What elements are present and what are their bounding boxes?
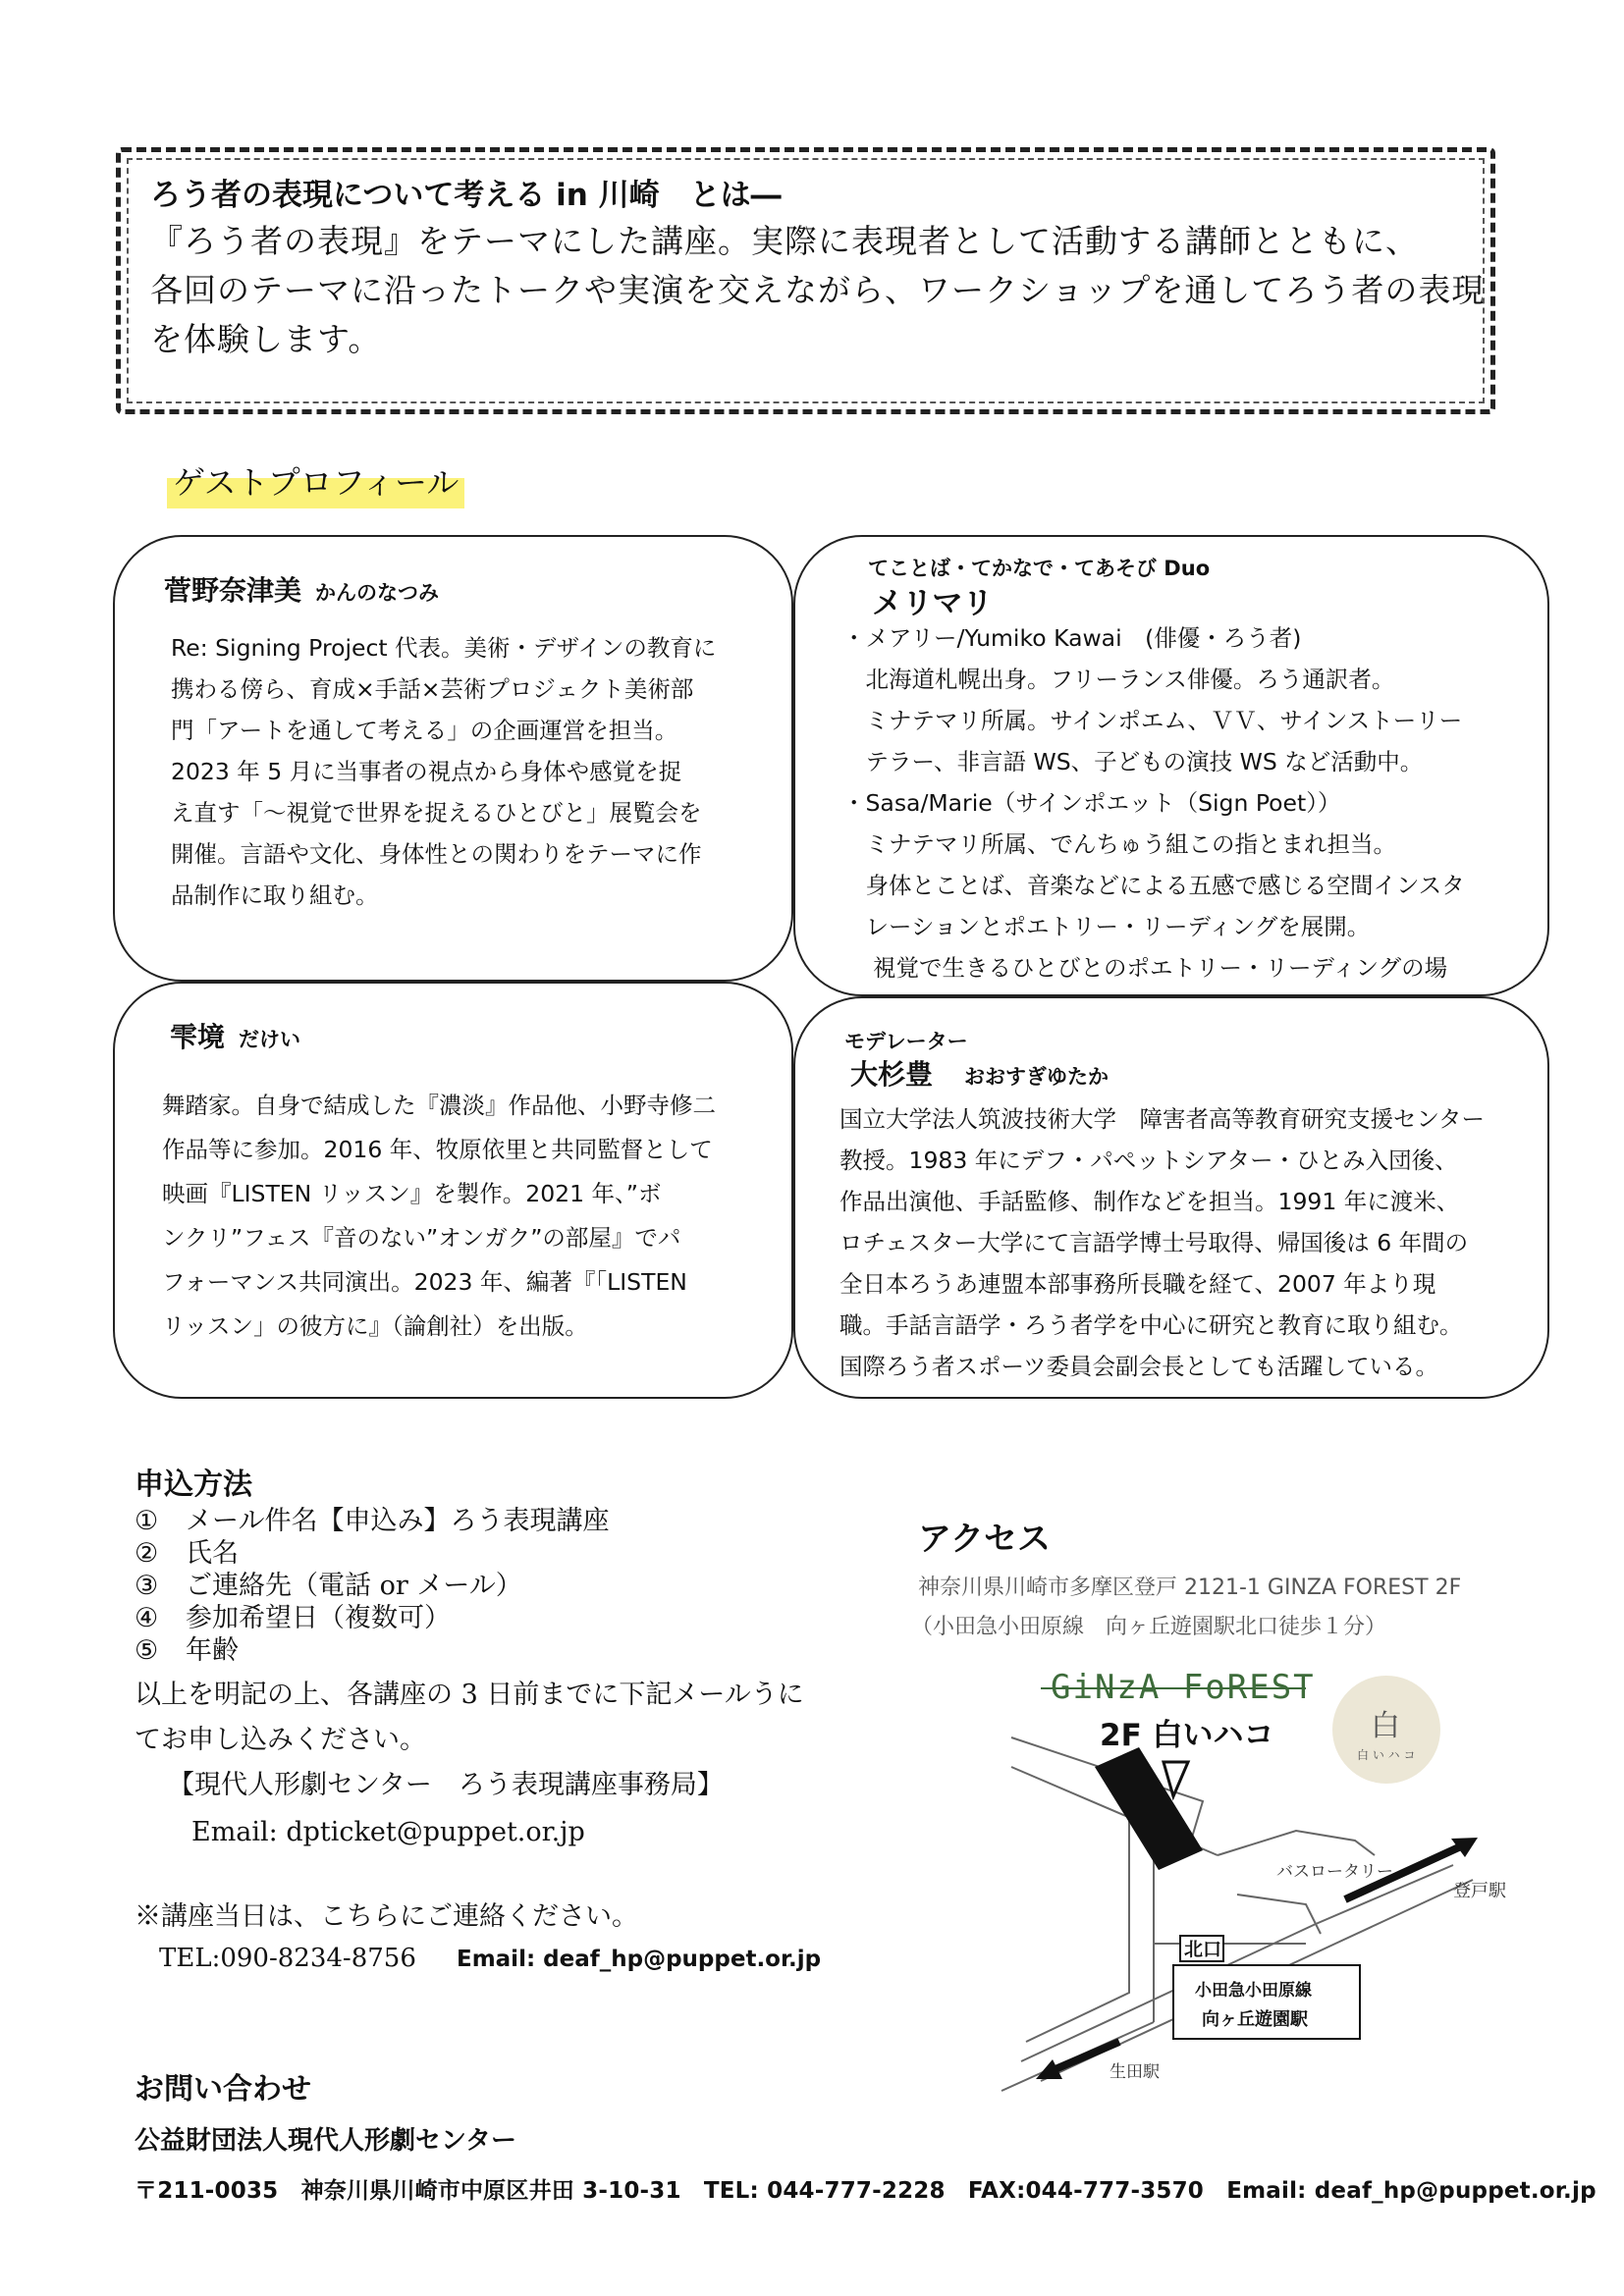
profile-line: ミナテマリ所属。サインポエム、ＶＶ、サインストーリー bbox=[842, 707, 1463, 734]
contact-heading: お問い合わせ bbox=[135, 2072, 311, 2107]
office-name: 【現代人形劇センター ろう表現講座事務局】 bbox=[168, 1770, 724, 1800]
profile-line: 2023 年 5 月に当事者の視点から身体や感覚を捉 bbox=[171, 758, 682, 785]
profile-line: 教授。1983 年にデフ・パペットシアター・ひとみ入団後、 bbox=[839, 1147, 1458, 1174]
profile-line: 舞踏家。自身で結成した『濃淡』作品他、小野寺修二 bbox=[162, 1092, 716, 1119]
north-exit-label: 北口 bbox=[1184, 1939, 1222, 1960]
profile-name-text: メリマリ bbox=[872, 586, 994, 621]
logo-char: 白 bbox=[1371, 1709, 1400, 1743]
item-text: 年齢 bbox=[186, 1635, 239, 1666]
profile-body bbox=[842, 617, 1465, 1030]
application-item bbox=[135, 1570, 881, 1602]
intro-title: ろう者の表現について考える in 川崎 とは― bbox=[150, 178, 782, 213]
profile-line: 国立大学法人筑波技術大学 障害者高等教育研究支援センター bbox=[839, 1105, 1486, 1133]
station-line-label: 小田急小田原線 bbox=[1195, 1981, 1312, 2001]
application-email[interactable]: Email: dpticket@puppet.or.jp bbox=[191, 1817, 585, 1847]
access-heading: アクセス bbox=[918, 1520, 1051, 1559]
profile-body bbox=[171, 627, 716, 916]
application-section bbox=[135, 1466, 881, 1973]
application-item bbox=[135, 1634, 881, 1667]
intro-line: を体験します。 bbox=[150, 320, 382, 358]
profile-reading: おおすぎゆたか bbox=[964, 1065, 1110, 1089]
profile-tagline: てことば・てかなで・てあそび Duo bbox=[868, 557, 1211, 580]
application-item bbox=[135, 1537, 881, 1570]
application-instructions: てお申し込みください。 bbox=[135, 1725, 426, 1755]
item-text: メール件名【申込み】ろう表現講座 bbox=[186, 1506, 610, 1536]
station-name-label: 向ヶ丘遊園駅 bbox=[1202, 2009, 1308, 2030]
access-note: （小田急小田原線 向ヶ丘遊園駅北口徒歩１分） bbox=[911, 1615, 1387, 1639]
item-text: 参加希望日（複数可） bbox=[186, 1603, 451, 1633]
profile-line: 作品等に参加。2016 年、牧原依里と共同監督として bbox=[162, 1136, 713, 1163]
same-day-note: ※講座当日は、こちらにご連絡ください。 bbox=[135, 1901, 638, 1932]
intro-line: 『ろう者の表現』をテーマにした講座。実際に表現者として活動する講師とともに、 bbox=[150, 222, 1419, 260]
item-number: ③ bbox=[135, 1571, 159, 1601]
contact-organization: 公益財団法人現代人形劇センター bbox=[135, 2126, 516, 2156]
noborito-label: 登戸駅 bbox=[1453, 1881, 1506, 1901]
profile-line: フォーマンス共同演出。2023 年、編著『「LISTEN bbox=[162, 1268, 687, 1296]
profile-card-kanno bbox=[113, 535, 793, 982]
profile-line: ロチェスター大学にて言語学博士号取得、帰国後は 6 年間の bbox=[839, 1229, 1469, 1256]
profile-line: リッスン」の彼方に』（論創社）を出版。 bbox=[162, 1312, 588, 1340]
profile-line: テラー、非言語 WS、子どもの演技 WS など活動中。 bbox=[842, 748, 1424, 775]
application-item bbox=[135, 1505, 881, 1537]
profile-line: 門「アートを通して考える」の企画運営を担当。 bbox=[171, 717, 678, 744]
profile-line: 身体とことば、音楽などによる五感で感じる空間インスタ bbox=[842, 872, 1465, 899]
profile-line: 北海道札幌出身。フリーランス俳優。ろう通訳者。 bbox=[842, 666, 1395, 693]
item-number: ② bbox=[135, 1538, 159, 1569]
profile-line: ・メアリー/Yumiko Kawai (俳優・ろう者) bbox=[842, 624, 1302, 652]
profile-line: 職。手話言語学・ろう者学を中心に研究と教育に取り組む。 bbox=[839, 1311, 1463, 1339]
item-text: ご連絡先（電話 or メール） bbox=[186, 1571, 522, 1601]
phone-number[interactable]: TEL:090-8234-8756 bbox=[159, 1944, 416, 1973]
contact-details: 〒211-0035 神奈川県川崎市中原区井田 3-10-31 TEL: 044-777-2228 FAX:044-777-3570 Email: deaf_hp@puppet.or.jp bbox=[135, 2178, 1597, 2204]
profile-line: 視覚で生きるひとびとのポエトリー・リーディングの場 bbox=[842, 954, 1448, 982]
item-number: ① bbox=[135, 1506, 159, 1536]
guest-profile-heading: ゲストプロフィール bbox=[167, 457, 464, 508]
profile-line: ミナテマリ所属、でんちゅう組この指とまれ担当。 bbox=[842, 830, 1396, 858]
profile-line: 開催。言語や文化、身体性との関わりをテーマに作 bbox=[171, 840, 702, 868]
contact-email[interactable]: Email: deaf_hp@puppet.or.jp bbox=[456, 1947, 822, 1972]
profile-name-text: 雫境 bbox=[170, 1021, 226, 1053]
profile-line: 映画『LISTEN リッスン』を製作。2021 年、”ボ bbox=[162, 1180, 662, 1207]
logo-text: 白 い ハ コ bbox=[1357, 1748, 1416, 1762]
profile-line: え直す「～視覚で世界を捉えるひとびと」展覧会を bbox=[171, 799, 702, 827]
item-number: ④ bbox=[135, 1603, 159, 1633]
application-item bbox=[135, 1602, 881, 1634]
same-day-contact bbox=[159, 1944, 881, 1973]
intro-line: 各回のテーマに沿ったトークや実演を交えながら、ワークショップを通してろう者の表現 bbox=[150, 271, 1486, 309]
profile-name-text: 大杉豊 bbox=[850, 1058, 934, 1091]
map-building-name: GiNzA FoREST bbox=[1051, 1668, 1316, 1707]
profile-line: レーションとポエトリー・リーディングを展開。 bbox=[842, 913, 1371, 940]
map-road bbox=[1026, 1806, 1129, 2042]
profile-name bbox=[850, 1053, 1109, 1093]
profile-body bbox=[839, 1098, 1485, 1387]
map-floor-label: 2F 白いハコ bbox=[1100, 1718, 1274, 1753]
profile-name bbox=[170, 1016, 300, 1055]
profile-card-merimari bbox=[793, 535, 1549, 996]
profile-line: ンクリ”フェス『音のない”オンガク”の部屋』でパ bbox=[162, 1224, 681, 1252]
profile-line: 品制作に取り組む。 bbox=[171, 881, 379, 909]
profile-reading: だけい bbox=[239, 1028, 301, 1051]
intro-box bbox=[116, 147, 1495, 414]
profile-line: 全日本ろうあ連盟本部事務所長職を経て、2007 年より現 bbox=[839, 1270, 1436, 1298]
profile-body bbox=[162, 1084, 716, 1349]
profile-line: 作品出演他、手話監修、制作などを担当。1991 年に渡米、 bbox=[839, 1188, 1460, 1215]
profile-line: 携わる傍ら、育成×手話×芸術プロジェクト美術部 bbox=[171, 675, 694, 703]
item-text: 氏名 bbox=[186, 1538, 239, 1569]
ikuta-label: 生田駅 bbox=[1110, 2062, 1160, 2082]
bus-rotary-label: バスロータリー bbox=[1276, 1862, 1393, 1882]
pointer-shape bbox=[1164, 1762, 1188, 1796]
profile-reading: かんのなつみ bbox=[315, 581, 440, 605]
profile-line: 国際ろう者スポーツ委員会副会長としても活躍している。 bbox=[839, 1353, 1439, 1380]
profile-line: Re: Signing Project 代表。美術・デザインの教育に bbox=[171, 634, 717, 662]
profile-line: ・Sasa/Marie（サインポエット（Sign Poet）） bbox=[842, 789, 1341, 817]
profile-card-dakei bbox=[113, 982, 793, 1399]
profile-role: モデレーター bbox=[844, 1030, 968, 1053]
application-heading: 申込方法 bbox=[135, 1468, 252, 1502]
item-number: ⑤ bbox=[135, 1635, 159, 1666]
profile-name-text: 菅野奈津美 bbox=[164, 574, 302, 607]
profile-name bbox=[164, 569, 439, 609]
access-address: 神奈川県川崎市多摩区登戸 2121-1 GINZA FOREST 2F bbox=[918, 1575, 1462, 1600]
map-road bbox=[1218, 1831, 1375, 1855]
access-map bbox=[982, 1659, 1532, 2110]
application-instructions: 以上を明記の上、各講座の 3 日前までに下記メールうに bbox=[135, 1680, 804, 1710]
profile-card-osugi bbox=[793, 996, 1549, 1399]
